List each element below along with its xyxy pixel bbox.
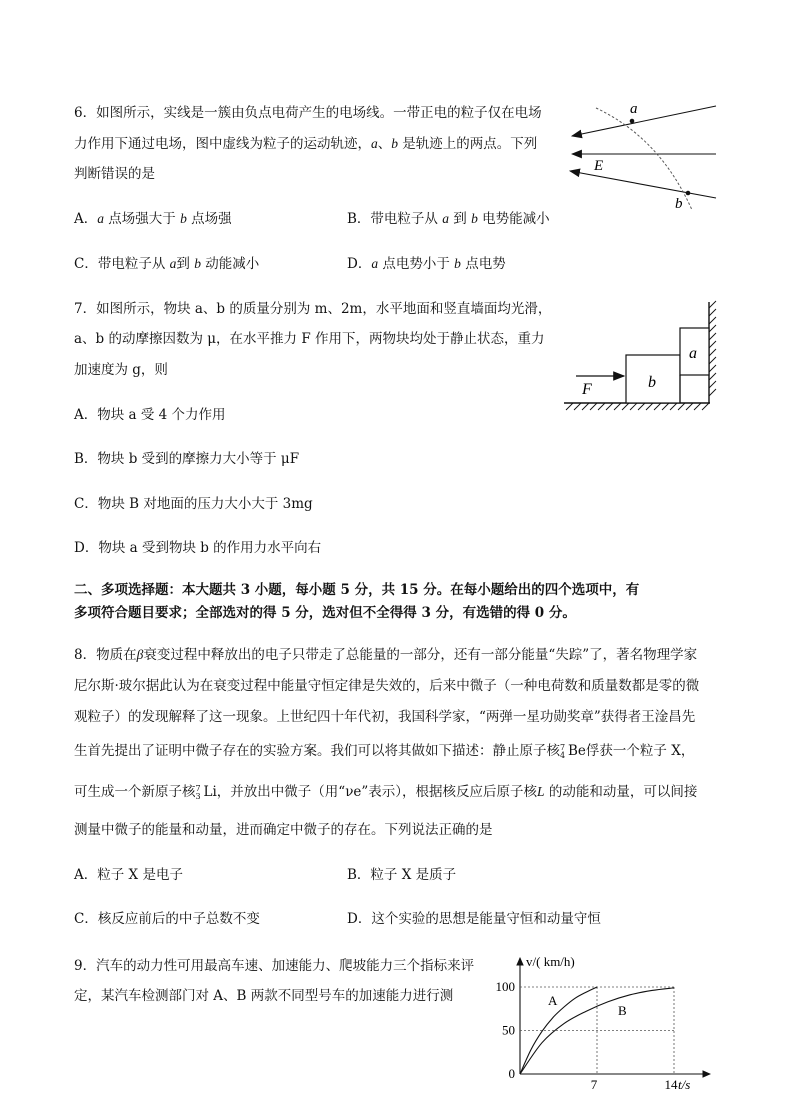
q6-field-figure (560, 98, 720, 216)
series-label-A: A (548, 993, 558, 1008)
wall-hatching (709, 301, 716, 396)
q6-stem-line-1: 6．如图所示，实线是一簇由负点电荷产生的电场线。一带正电的粒子仅在电场 (74, 105, 542, 121)
q7-option-d[interactable]: D．物块 a 受到物块 b 的作用力水平向右 (74, 540, 322, 556)
q8-stem-line-5 (74, 782, 697, 802)
q6-d-text3: 点电势 (465, 256, 506, 272)
q6-d-text: D． (347, 256, 372, 272)
q6-d-var2: b (454, 256, 461, 271)
point-b-dot (686, 191, 691, 196)
q8-option-d[interactable]: D．这个实验的思想是能量守恒和动量守恒 (347, 911, 601, 927)
series-label-B: B (618, 1003, 627, 1018)
q8-li: Li (203, 784, 217, 800)
q7-option-b[interactable]: B．物块 b 受到的摩擦力大小等于 μF (74, 451, 300, 467)
q6-d-var: a (371, 256, 379, 271)
y-tick-label-0: 0 (508, 1066, 515, 1081)
q8-l: L (537, 784, 545, 799)
field-line-top (572, 106, 716, 136)
x-axis-label: t/s (678, 1077, 691, 1092)
y-tick-label-100: 100 (495, 979, 515, 994)
q6-a-var2: b (180, 211, 187, 226)
q8-stem-line-6: 测量中微子的能量和动量，进而确定中微子的存在。下列说法正确的是 (74, 822, 493, 838)
q6-stem-text-2: 是轨迹上的两点。下列 (402, 136, 538, 152)
q8-option-c[interactable]: C．核反应前后的中子总数不变 (74, 911, 260, 927)
point-a-dot (630, 119, 635, 124)
q6-option-c[interactable] (74, 254, 259, 274)
label-b: b (675, 196, 683, 212)
q6-c-var2: b (194, 256, 201, 271)
q6-stem-line-2: 力作用下通过电场，图中虚线为粒子的运动轨迹，a、b 是轨迹上的两点。下列 (74, 136, 538, 152)
q6-b-text3: 电势能减小 (482, 211, 550, 227)
section2-heading-line-1: 二、多项选择题：本大题共 3 小题，每小题 5 分，共 15 分。在每小题给出的四个选项中，有 (74, 582, 640, 598)
q6-a-text2: 点场强 (191, 211, 232, 227)
q9-stem-line-2: 定，某汽车检测部门对 A、B 两款不同型号车的加速能力进行测 (74, 988, 454, 1004)
q8-l4a: 生首先提出了证明中微子存在的实验方案。我们可以将其做如下描述：静止原子核 (74, 743, 560, 759)
label-block-a: a (689, 345, 697, 362)
section2-heading-line-2: 多项符合题目要求；全部选对的得 5 分，选对但不全得得 3 分，有选错的得 0 分。 (74, 605, 576, 621)
q8-l5a: 可生成一个新原子核 (74, 784, 196, 800)
q6-b-text: B．带电粒子从 (347, 211, 438, 227)
q6-c-text2: 到 (176, 256, 190, 272)
q6-point-a: a (371, 136, 378, 151)
q8-stem-line-2: 尼尔斯·玻尔据此认为在衰变过程中能量守恒定律是失效的，后来中微子（一种电荷数和质量数都是零的微 (74, 678, 700, 694)
q6-c-text3: 动能减小 (205, 256, 260, 272)
q6-option-a[interactable]: A．a 点场强大于 b 点场强 (74, 211, 232, 227)
q9-velocity-time-chart (488, 952, 718, 1092)
q8-l4b: 俘获一个粒子 X， (585, 743, 695, 759)
ground-hatching (566, 403, 709, 410)
q8-stem-line-4 (74, 741, 694, 761)
x-tick-label-7: 7 (590, 1077, 598, 1092)
q7-stem-line-1: 7．如图所示，物块 a、b 的质量分别为 m、2m，水平地面和竖直墙面均光滑， (74, 301, 552, 317)
x-tick-label-14: 14 (664, 1077, 678, 1092)
nuclide-li: 7 3 (195, 783, 201, 801)
q8-option-b[interactable]: B．粒子 X 是质子 (347, 867, 457, 883)
q8-beta: β (136, 647, 144, 662)
q6-option-b[interactable] (347, 209, 550, 229)
trajectory-dashed (596, 108, 692, 210)
q7-stem-line-2: a、b 的动摩擦因数为 μ，在水平推力 F 作用下，两物块均处于静止状态，重力 (74, 331, 545, 347)
q6-a-var: a (97, 211, 104, 226)
q7-blocks-figure (560, 298, 720, 416)
nuclide-be: 7 4 (560, 742, 566, 760)
q8-be: Be (568, 743, 586, 759)
q6-c-text: C．带电粒子从 (74, 256, 166, 272)
q8-stem-line-3: 观粒子）的发现解释了这一现象。上世纪四十年代初，我国科学家，“两弹一星功勋奖章”获得者王淦昌先 (74, 709, 696, 725)
y-axis-label: v/( km/h) (526, 954, 575, 969)
q6-stem-text: 力作用下通过电场，图中虚线为粒子的运动轨迹， (74, 136, 371, 152)
q6-point-b: b (391, 136, 398, 151)
q8-l5b: ，并放出中微子（用“νe”表示），根据核反应后原子核 (216, 784, 538, 800)
q6-b-text2: 到 (453, 211, 467, 227)
q8-l5c: 的动能和动量，可以间接 (548, 784, 698, 800)
q6-option-d[interactable] (347, 254, 506, 274)
label-a: a (630, 101, 638, 117)
y-tick-label-50: 50 (502, 1022, 515, 1038)
q8-l1a: 8．物质在 (74, 647, 137, 663)
q8-l1b: 衰变过程中释放出的电子只带走了总能量的一部分，还有一部分能量“失踪”了，著名物理学家 (143, 647, 698, 663)
q8-option-a[interactable]: A．粒子 X 是电子 (74, 867, 183, 883)
q6-a-text: 点场强大于 (108, 211, 176, 227)
q8-stem-line-1 (74, 645, 697, 665)
label-e: E (594, 158, 604, 174)
q6-b-var: a (442, 211, 449, 226)
q6-stem-line-3: 判断错误的是 (74, 166, 155, 182)
q7-option-c[interactable]: C．物块 B 对地面的压力大小大于 3mg (74, 496, 313, 512)
q6-b-var2: b (471, 211, 478, 226)
q6-c-var: a (169, 256, 177, 271)
q7-option-a[interactable]: A．物块 a 受 4 个力作用 (74, 407, 226, 423)
q6-d-text2: 点电势小于 (382, 256, 450, 272)
q7-stem-line-3: 加速度为 g，则 (74, 362, 168, 378)
label-f: F (582, 381, 592, 398)
field-line-bottom (570, 171, 716, 198)
q9-stem-line-1: 9．汽车的动力性可用最高车速、加速能力、爬坡能力三个指标来评 (74, 958, 475, 974)
label-block-b: b (648, 374, 656, 391)
